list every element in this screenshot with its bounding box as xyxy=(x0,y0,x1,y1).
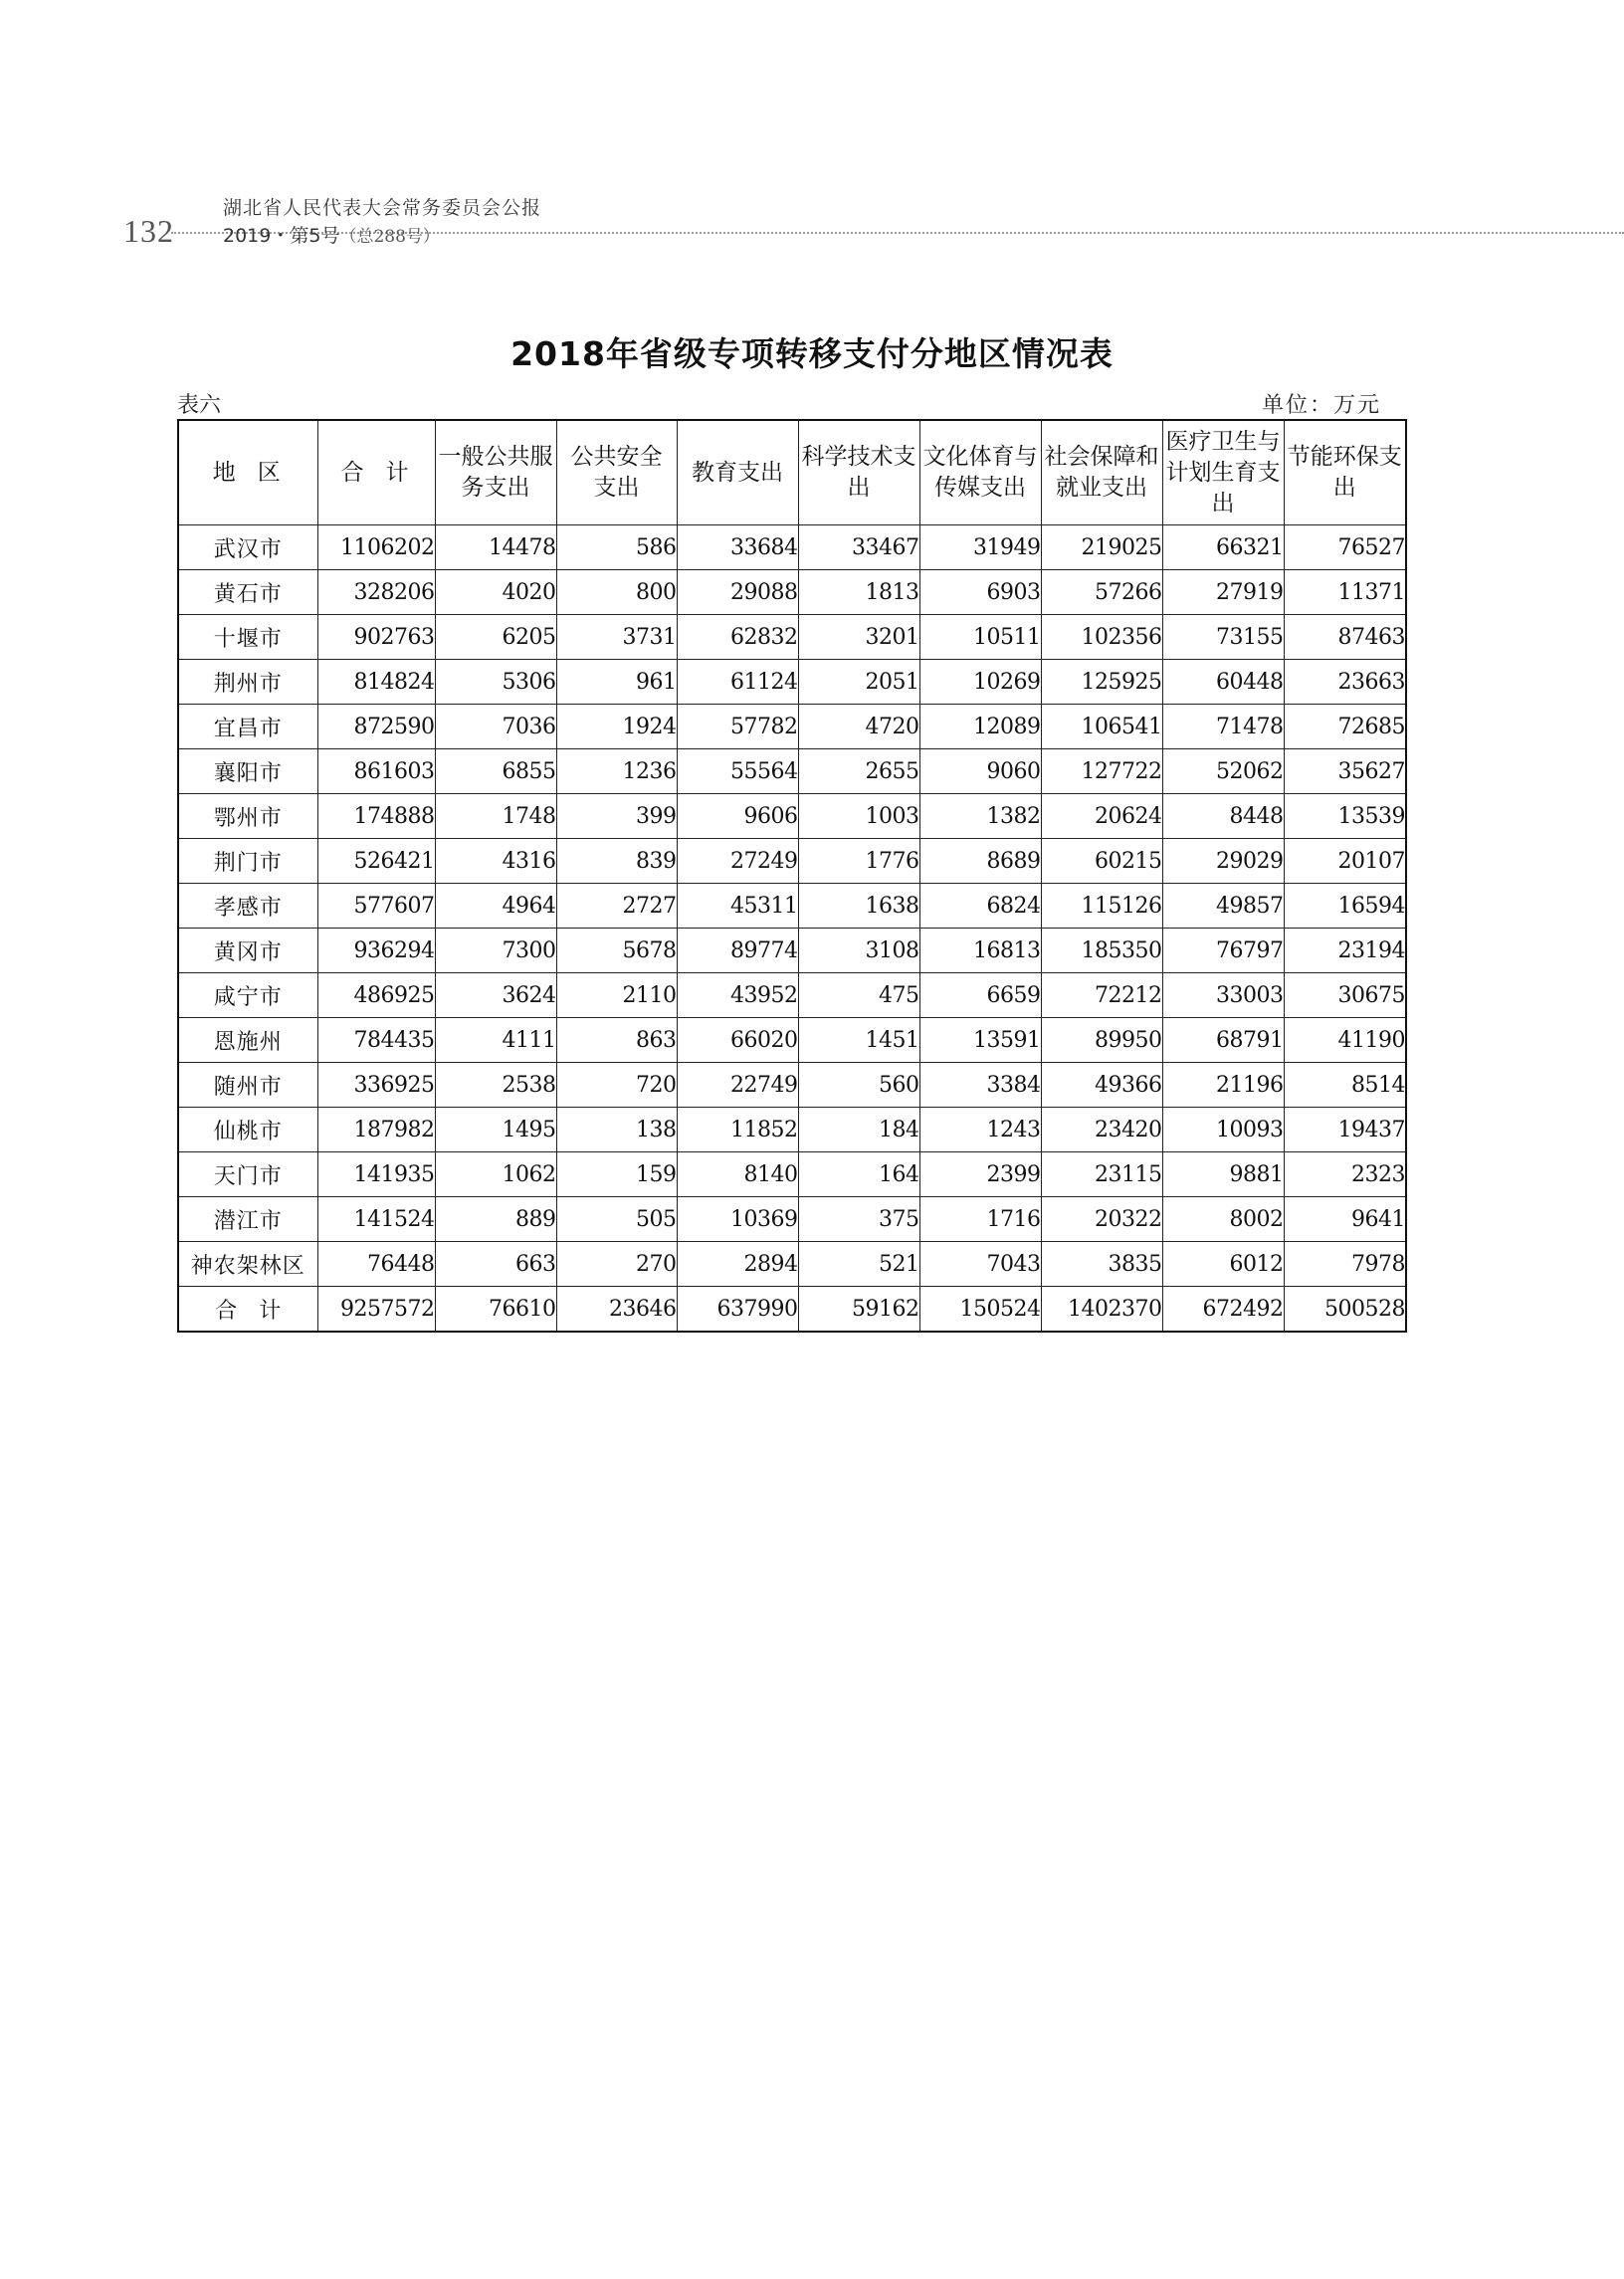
cell-region: 荆州市 xyxy=(178,660,317,705)
cell-health-family-planning: 29029 xyxy=(1162,839,1284,884)
cell-science-technology: 2051 xyxy=(798,660,919,705)
cell-total: 187982 xyxy=(317,1108,435,1152)
cell-public-safety: 800 xyxy=(556,570,677,615)
cell-science-technology: 33467 xyxy=(798,525,919,570)
cell-culture-sports-media: 1243 xyxy=(919,1108,1041,1152)
cell-education: 22749 xyxy=(677,1063,798,1108)
cell-education: 43952 xyxy=(677,973,798,1018)
cell-energy-environment: 11371 xyxy=(1284,570,1406,615)
cell-culture-sports-media: 1716 xyxy=(919,1197,1041,1242)
cell-education: 62832 xyxy=(677,615,798,660)
table-row xyxy=(178,973,1406,1018)
cell-health-family-planning: 9881 xyxy=(1162,1152,1284,1197)
table-row xyxy=(178,1018,1406,1063)
cell-energy-environment: 7978 xyxy=(1284,1242,1406,1287)
cell-health-family-planning: 60448 xyxy=(1162,660,1284,705)
cell-education: 89774 xyxy=(677,929,798,973)
cell-science-technology: 1003 xyxy=(798,794,919,839)
cell-public-safety: 1236 xyxy=(556,749,677,794)
cell-general-public-services: 14478 xyxy=(435,525,556,570)
cell-social-security-employment: 23420 xyxy=(1041,1108,1162,1152)
cell-public-safety: 586 xyxy=(556,525,677,570)
cell-social-security-employment: 115126 xyxy=(1041,884,1162,929)
cell-energy-environment: 2323 xyxy=(1284,1152,1406,1197)
cell-health-family-planning: 73155 xyxy=(1162,615,1284,660)
cell-health-family-planning: 52062 xyxy=(1162,749,1284,794)
cell-health-family-planning: 27919 xyxy=(1162,570,1284,615)
cell-science-technology: 521 xyxy=(798,1242,919,1287)
table-row xyxy=(178,794,1406,839)
cell-culture-sports-media: 6903 xyxy=(919,570,1041,615)
cell-public-safety: 961 xyxy=(556,660,677,705)
transfer-payment-table xyxy=(177,419,1407,1333)
cell-region: 咸宁市 xyxy=(178,973,317,1018)
cell-general-public-services: 1495 xyxy=(435,1108,556,1152)
table-row xyxy=(178,1197,1406,1242)
cell-social-security-employment: 219025 xyxy=(1041,525,1162,570)
cell-culture-sports-media: 13591 xyxy=(919,1018,1041,1063)
cell-general-public-services: 7036 xyxy=(435,705,556,749)
cell-general-public-services: 5306 xyxy=(435,660,556,705)
cell-total: 328206 xyxy=(317,570,435,615)
header-social-security-employment: 社会保障和就业支出 xyxy=(1041,420,1162,525)
cell-education: 45311 xyxy=(677,884,798,929)
cell-education: 61124 xyxy=(677,660,798,705)
header-total: 合计 xyxy=(317,420,435,525)
table-row xyxy=(178,660,1406,705)
cell-region: 鄂州市 xyxy=(178,794,317,839)
header-row xyxy=(178,420,1406,525)
cell-science-technology: 184 xyxy=(798,1108,919,1152)
cell-general-public-services: 1062 xyxy=(435,1152,556,1197)
cell-energy-environment: 35627 xyxy=(1284,749,1406,794)
cell-region: 神农架林区 xyxy=(178,1242,317,1287)
cell-general-public-services: 4964 xyxy=(435,884,556,929)
cell-social-security-employment: 125925 xyxy=(1041,660,1162,705)
cell-health-family-planning: 672492 xyxy=(1162,1287,1284,1333)
cell-science-technology: 164 xyxy=(798,1152,919,1197)
cell-science-technology: 1638 xyxy=(798,884,919,929)
document-title: 2018年省级专项转移支付分地区情况表 xyxy=(510,334,1114,373)
cell-total: 174888 xyxy=(317,794,435,839)
cell-culture-sports-media: 31949 xyxy=(919,525,1041,570)
table-row xyxy=(178,615,1406,660)
cell-region: 黄冈市 xyxy=(178,929,317,973)
cell-total: 902763 xyxy=(317,615,435,660)
cell-region: 随州市 xyxy=(178,1063,317,1108)
cell-total: 76448 xyxy=(317,1242,435,1287)
header-culture-sports-media: 文化体育与传媒支出 xyxy=(919,420,1041,525)
cell-general-public-services: 663 xyxy=(435,1242,556,1287)
table-row xyxy=(178,929,1406,973)
table-row xyxy=(178,1242,1406,1287)
cell-energy-environment: 9641 xyxy=(1284,1197,1406,1242)
cell-total: 1106202 xyxy=(317,525,435,570)
cell-energy-environment: 13539 xyxy=(1284,794,1406,839)
cell-general-public-services: 1748 xyxy=(435,794,556,839)
cell-social-security-employment: 102356 xyxy=(1041,615,1162,660)
cell-culture-sports-media: 12089 xyxy=(919,705,1041,749)
cell-public-safety: 138 xyxy=(556,1108,677,1152)
cell-culture-sports-media: 1382 xyxy=(919,794,1041,839)
cell-culture-sports-media: 16813 xyxy=(919,929,1041,973)
cell-education: 10369 xyxy=(677,1197,798,1242)
table-row xyxy=(178,884,1406,929)
cell-region: 潜江市 xyxy=(178,1197,317,1242)
cell-public-safety: 159 xyxy=(556,1152,677,1197)
cell-general-public-services: 4020 xyxy=(435,570,556,615)
cell-energy-environment: 20107 xyxy=(1284,839,1406,884)
cell-science-technology: 2655 xyxy=(798,749,919,794)
cell-science-technology: 560 xyxy=(798,1063,919,1108)
cell-region: 武汉市 xyxy=(178,525,317,570)
cell-general-public-services: 6205 xyxy=(435,615,556,660)
cell-general-public-services: 889 xyxy=(435,1197,556,1242)
cell-general-public-services: 4111 xyxy=(435,1018,556,1063)
table-row xyxy=(178,1152,1406,1197)
cell-education: 66020 xyxy=(677,1018,798,1063)
cell-energy-environment: 23194 xyxy=(1284,929,1406,973)
issue-number: 2019・第5号 xyxy=(223,225,340,247)
cell-general-public-services: 2538 xyxy=(435,1063,556,1108)
cell-education: 9606 xyxy=(677,794,798,839)
cell-science-technology: 3201 xyxy=(798,615,919,660)
cell-social-security-employment: 60215 xyxy=(1041,839,1162,884)
cell-social-security-employment: 185350 xyxy=(1041,929,1162,973)
cell-energy-environment: 500528 xyxy=(1284,1287,1406,1333)
cell-science-technology: 475 xyxy=(798,973,919,1018)
cell-energy-environment: 23663 xyxy=(1284,660,1406,705)
cell-social-security-employment: 23115 xyxy=(1041,1152,1162,1197)
cell-energy-environment: 76527 xyxy=(1284,525,1406,570)
cell-total: 577607 xyxy=(317,884,435,929)
cell-public-safety: 863 xyxy=(556,1018,677,1063)
cell-social-security-employment: 72212 xyxy=(1041,973,1162,1018)
cell-science-technology: 4720 xyxy=(798,705,919,749)
cell-science-technology: 1776 xyxy=(798,839,919,884)
cell-total: 861603 xyxy=(317,749,435,794)
cell-culture-sports-media: 2399 xyxy=(919,1152,1041,1197)
cell-total: 784435 xyxy=(317,1018,435,1063)
cell-social-security-employment: 57266 xyxy=(1041,570,1162,615)
issue-total: （总288号） xyxy=(339,227,440,247)
cell-public-safety: 3731 xyxy=(556,615,677,660)
cell-education: 27249 xyxy=(677,839,798,884)
cell-health-family-planning: 8002 xyxy=(1162,1197,1284,1242)
table-header xyxy=(178,420,1406,525)
cell-total: 486925 xyxy=(317,973,435,1018)
cell-social-security-employment: 106541 xyxy=(1041,705,1162,749)
cell-public-safety: 1924 xyxy=(556,705,677,749)
cell-general-public-services: 7300 xyxy=(435,929,556,973)
header-region: 地区 xyxy=(178,420,317,525)
cell-general-public-services: 76610 xyxy=(435,1287,556,1333)
cell-culture-sports-media: 8689 xyxy=(919,839,1041,884)
cell-education: 29088 xyxy=(677,570,798,615)
header-science-technology: 科学技术支出 xyxy=(798,420,919,525)
cell-total: 141524 xyxy=(317,1197,435,1242)
table-row xyxy=(178,705,1406,749)
table-row xyxy=(178,1108,1406,1152)
cell-science-technology: 1451 xyxy=(798,1018,919,1063)
cell-general-public-services: 6855 xyxy=(435,749,556,794)
cell-culture-sports-media: 3384 xyxy=(919,1063,1041,1108)
cell-general-public-services: 4316 xyxy=(435,839,556,884)
cell-total: 526421 xyxy=(317,839,435,884)
header-education: 教育支出 xyxy=(677,420,798,525)
page-number: 132 xyxy=(123,213,174,249)
cell-social-security-employment: 127722 xyxy=(1041,749,1162,794)
cell-region: 仙桃市 xyxy=(178,1108,317,1152)
cell-social-security-employment: 49366 xyxy=(1041,1063,1162,1108)
cell-region: 合计 xyxy=(178,1287,317,1333)
table-row xyxy=(178,1063,1406,1108)
cell-total: 814824 xyxy=(317,660,435,705)
cell-region: 荆门市 xyxy=(178,839,317,884)
cell-social-security-employment: 89950 xyxy=(1041,1018,1162,1063)
cell-culture-sports-media: 9060 xyxy=(919,749,1041,794)
cell-energy-environment: 72685 xyxy=(1284,705,1406,749)
cell-energy-environment: 87463 xyxy=(1284,615,1406,660)
cell-education: 57782 xyxy=(677,705,798,749)
table-row xyxy=(178,525,1406,570)
header-health-family-planning: 医疗卫生与计划生育支出 xyxy=(1162,420,1284,525)
table-label: 表六 xyxy=(177,393,222,418)
cell-public-safety: 5678 xyxy=(556,929,677,973)
cell-region: 天门市 xyxy=(178,1152,317,1197)
cell-science-technology: 59162 xyxy=(798,1287,919,1333)
cell-education: 55564 xyxy=(677,749,798,794)
cell-public-safety: 270 xyxy=(556,1242,677,1287)
cell-public-safety: 505 xyxy=(556,1197,677,1242)
cell-total: 141935 xyxy=(317,1152,435,1197)
cell-public-safety: 720 xyxy=(556,1063,677,1108)
cell-region: 宜昌市 xyxy=(178,705,317,749)
table-row xyxy=(178,749,1406,794)
cell-health-family-planning: 66321 xyxy=(1162,525,1284,570)
cell-total: 9257572 xyxy=(317,1287,435,1333)
header-public-safety: 公共安全支出 xyxy=(556,420,677,525)
unit-label: 单位：万元 xyxy=(1262,393,1382,418)
cell-public-safety: 839 xyxy=(556,839,677,884)
cell-social-security-employment: 20322 xyxy=(1041,1197,1162,1242)
table-body xyxy=(178,525,1406,1333)
cell-health-family-planning: 8448 xyxy=(1162,794,1284,839)
cell-education: 2894 xyxy=(677,1242,798,1287)
cell-health-family-planning: 76797 xyxy=(1162,929,1284,973)
cell-public-safety: 2110 xyxy=(556,973,677,1018)
cell-energy-environment: 30675 xyxy=(1284,973,1406,1018)
cell-culture-sports-media: 6824 xyxy=(919,884,1041,929)
issue-line xyxy=(223,221,440,248)
cell-public-safety: 23646 xyxy=(556,1287,677,1333)
cell-health-family-planning: 33003 xyxy=(1162,973,1284,1018)
cell-health-family-planning: 6012 xyxy=(1162,1242,1284,1287)
cell-general-public-services: 3624 xyxy=(435,973,556,1018)
cell-region: 黄石市 xyxy=(178,570,317,615)
cell-health-family-planning: 68791 xyxy=(1162,1018,1284,1063)
cell-energy-environment: 8514 xyxy=(1284,1063,1406,1108)
cell-science-technology: 375 xyxy=(798,1197,919,1242)
cell-region: 十堰市 xyxy=(178,615,317,660)
table-total-row xyxy=(178,1287,1406,1333)
cell-social-security-employment: 3835 xyxy=(1041,1242,1162,1287)
cell-energy-environment: 16594 xyxy=(1284,884,1406,929)
cell-education: 8140 xyxy=(677,1152,798,1197)
cell-total: 936294 xyxy=(317,929,435,973)
cell-culture-sports-media: 6659 xyxy=(919,973,1041,1018)
cell-region: 孝感市 xyxy=(178,884,317,929)
cell-culture-sports-media: 10269 xyxy=(919,660,1041,705)
cell-health-family-planning: 71478 xyxy=(1162,705,1284,749)
cell-energy-environment: 19437 xyxy=(1284,1108,1406,1152)
cell-total: 336925 xyxy=(317,1063,435,1108)
cell-social-security-employment: 1402370 xyxy=(1041,1287,1162,1333)
table-row xyxy=(178,839,1406,884)
cell-total: 872590 xyxy=(317,705,435,749)
cell-culture-sports-media: 7043 xyxy=(919,1242,1041,1287)
cell-health-family-planning: 10093 xyxy=(1162,1108,1284,1152)
cell-education: 11852 xyxy=(677,1108,798,1152)
cell-science-technology: 3108 xyxy=(798,929,919,973)
cell-social-security-employment: 20624 xyxy=(1041,794,1162,839)
cell-culture-sports-media: 150524 xyxy=(919,1287,1041,1333)
cell-health-family-planning: 49857 xyxy=(1162,884,1284,929)
cell-region: 恩施州 xyxy=(178,1018,317,1063)
cell-science-technology: 1813 xyxy=(798,570,919,615)
cell-public-safety: 399 xyxy=(556,794,677,839)
header-energy-environment: 节能环保支出 xyxy=(1284,420,1406,525)
cell-public-safety: 2727 xyxy=(556,884,677,929)
cell-culture-sports-media: 10511 xyxy=(919,615,1041,660)
journal-name: 湖北省人民代表大会常务委员会公报 xyxy=(223,197,542,219)
cell-health-family-planning: 21196 xyxy=(1162,1063,1284,1108)
cell-region: 襄阳市 xyxy=(178,749,317,794)
header-general-public-services: 一般公共服务支出 xyxy=(435,420,556,525)
table-row xyxy=(178,570,1406,615)
cell-energy-environment: 41190 xyxy=(1284,1018,1406,1063)
cell-education: 637990 xyxy=(677,1287,798,1333)
cell-education: 33684 xyxy=(677,525,798,570)
